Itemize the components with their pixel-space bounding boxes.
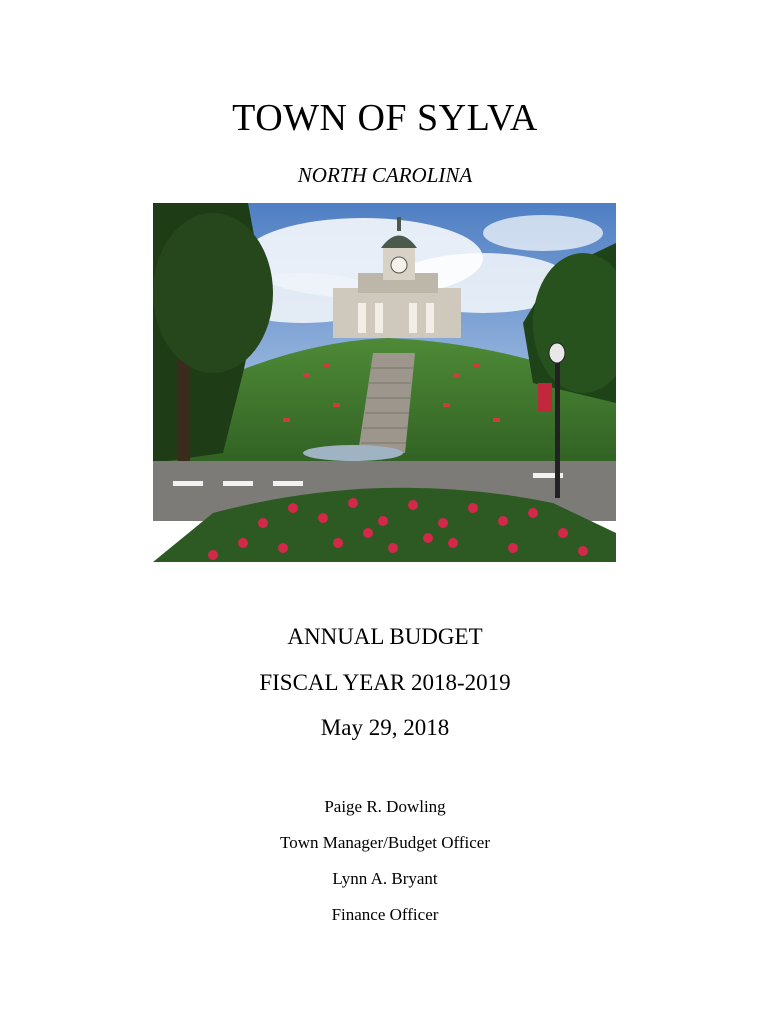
courthouse-photo (153, 203, 616, 562)
state-subtitle: NORTH CAROLINA (297, 163, 473, 187)
manager-name: Paige R. Dowling (324, 797, 446, 816)
fiscal-year: FISCAL YEAR 2018-2019 (259, 670, 511, 695)
document-title: ANNUAL BUDGET (287, 624, 483, 649)
document-date: May 29, 2018 (320, 715, 450, 740)
finance-name: Lynn A. Bryant (332, 869, 438, 888)
manager-title: Town Manager/Budget Officer (280, 833, 490, 852)
town-title: TOWN OF SYLVA (232, 97, 538, 139)
finance-title: Finance Officer (331, 905, 439, 924)
courthouse-illustration (153, 203, 616, 562)
